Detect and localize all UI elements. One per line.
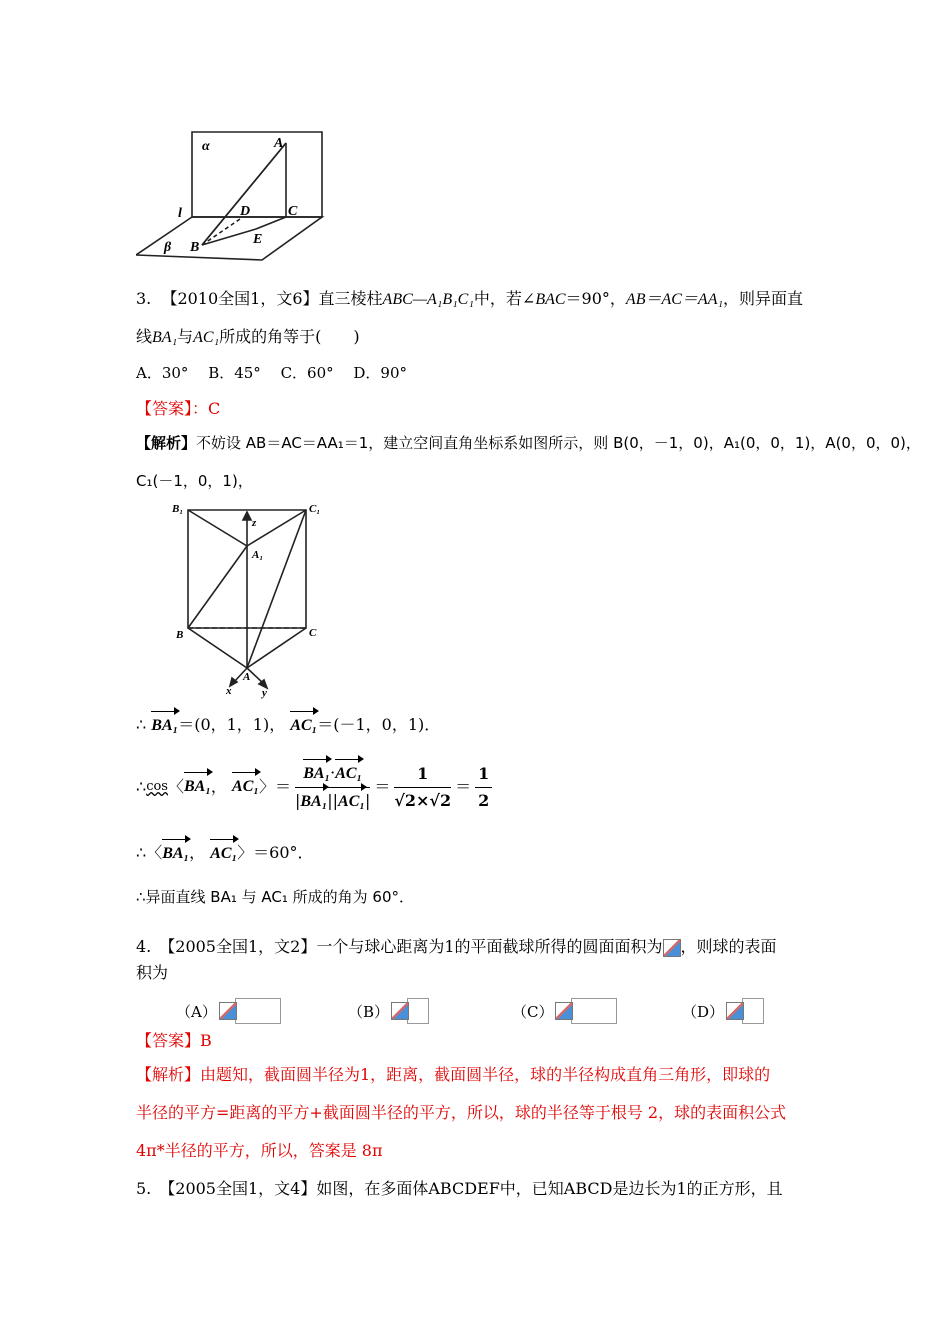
fig2-label-A: A <box>243 671 251 683</box>
fig1-label-l: l <box>178 206 182 221</box>
prism-figure <box>170 500 330 700</box>
fig1-label-E: E <box>253 232 263 247</box>
q4-line1: 4. 【2005全国1，文2】一个与球心距离为1的平面截球所得的圆面面积为 ，则球的表面 <box>136 937 777 956</box>
formula-image-icon <box>726 1002 744 1020</box>
dihedral-figure <box>136 125 336 265</box>
fig2-label-z: z <box>252 517 257 529</box>
formula-image-icon <box>219 1002 237 1020</box>
eq-cos: ∴ cos 〈 BA₁ ， AC₁ 〉＝ $\frac{\text{BA₁·AC₁}}{\text{|BA₁||AC₁|}}$ ＝ $\frac{1}{√2\times√2}$ ＝ $\frac{1}{2}$ <box>136 762 496 812</box>
formula-image-icon <box>663 939 681 957</box>
q3-analysis-1: 【解析】不妨设 AB＝AC＝AA₁＝1，建立空间直角坐标系如图所示，则 B(0，－1，0)，A₁(0，0，1)，A(0，0，0)， <box>136 434 921 452</box>
q5-line1: 5. 【2005全国1，文4】如图，在多面体ABCDEF中，已知ABCD是边长为1的正方形，且 <box>136 1179 783 1198</box>
q4-option-d[interactable]: （D） <box>682 998 764 1024</box>
q3-analysis-2: C₁(－1，0，1)， <box>136 472 253 490</box>
fig2-label-B: B <box>176 629 184 641</box>
fig2-label-y: y <box>262 687 267 699</box>
fig1-label-D: D <box>240 204 251 219</box>
q4-analysis-3: 4π*半径的平方，所以，答案是 8π <box>136 1141 383 1160</box>
q4-option-b[interactable]: （B） <box>348 998 429 1024</box>
fig2-label-B1: B₁ <box>172 503 184 515</box>
fig1-label-C: C <box>288 204 298 219</box>
q3-answer: 【答案】：C <box>136 399 221 418</box>
q4-answer: 【答案】B <box>136 1031 212 1050</box>
fig1-label-A: A <box>274 136 284 151</box>
q4-option-c[interactable]: （C） <box>512 998 617 1024</box>
q3-line1: 3. 【2010全国1，文6】直三棱柱ABC—A₁B₁C₁中，若∠BAC＝90°，AB＝AC＝AA₁，则异面直 <box>136 289 804 308</box>
formula-image-icon <box>391 1002 409 1020</box>
q3-line2: 线BA₁与AC₁所成的角等于( ) <box>136 327 360 346</box>
fig2-label-x: x <box>226 685 232 697</box>
q4-analysis-2: 半径的平方=距离的平方+截面圆半径的平方，所以，球的半径等于根号 2，球的表面积公式 <box>136 1103 787 1122</box>
fig2-label-A1: A₁ <box>252 549 264 561</box>
fig2-label-C1: C₁ <box>309 503 321 515</box>
eq-vectors: ∴ BA₁＝(0，1，1)， AC₁＝(－1，0，1)． <box>136 714 440 737</box>
q4-line2: 积为 <box>136 963 169 982</box>
q3-options: A．30° B．45° C．60° D．90° <box>136 364 408 382</box>
eq-angle: ∴〈BA₁， AC₁〉＝60°． <box>136 842 314 865</box>
eq-conclusion: ∴异面直线 BA₁ 与 AC₁ 所成的角为 60°． <box>136 888 415 906</box>
fig1-label-beta: β <box>164 240 172 255</box>
q4-analysis-1: 【解析】由题知，截面圆半径为1，距离，截面圆半径，球的半径构成直角三角形，即球的 <box>136 1065 771 1084</box>
fig1-label-alpha: α <box>202 139 210 154</box>
q4-option-a[interactable]: （A） <box>176 998 281 1024</box>
formula-image-icon <box>555 1002 573 1020</box>
fig1-label-B: B <box>190 240 200 255</box>
fig2-label-C: C <box>309 627 317 639</box>
